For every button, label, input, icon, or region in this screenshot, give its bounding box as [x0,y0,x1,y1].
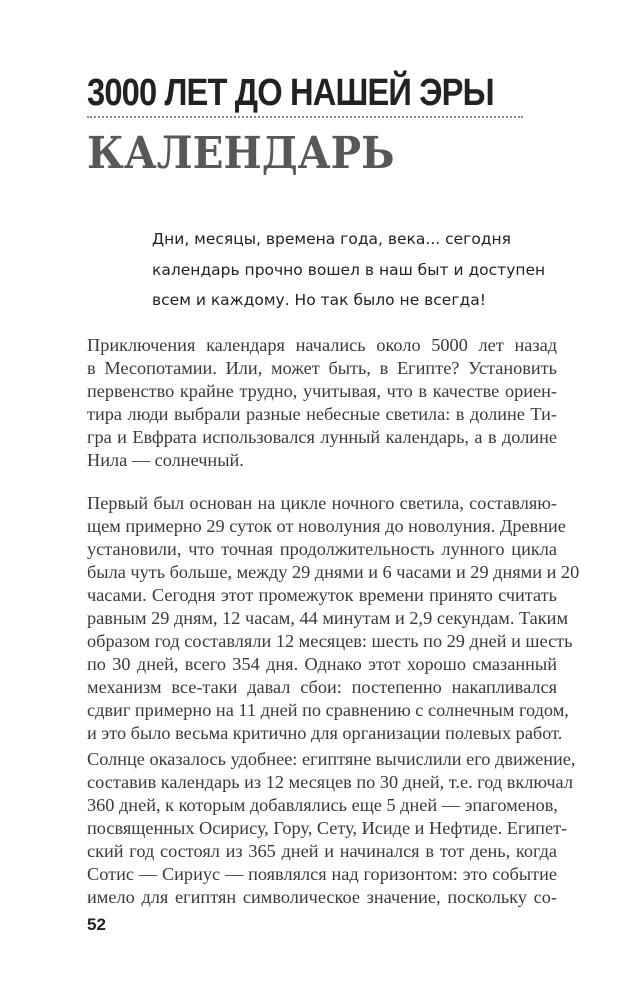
body-text-line: щем примерно 29 суток от новолуния до новолуния. Древние [87,516,566,536]
body-text-line: равным 29 дням, 12 часам, 44 минутам и 2,9 секундам. Таким [87,608,569,628]
body-text-line: имело для египтян символическое значение, поскольку со- [87,887,557,907]
page-number: 52 [87,915,106,934]
body-text-line: составив календарь из 12 месяцев по 30 дней, т.е. год включал [87,772,573,792]
body-text-line: по 30 дней, всего 354 дня. Однако этот хорошо смазанный [87,654,557,674]
body-text-line: сдвиг примерно на 11 дней по сравнению с солнечным годом, [87,700,569,720]
intro-line: календарь прочно вошел в наш быт и доступен [152,260,546,279]
section-kicker: 3000 ЛЕТ ДО НАШЕЙ ЭРЫ [87,72,494,114]
body-text-line: первенство крайне трудно, учитывая, что в качестве ориен- [87,381,557,401]
body-text-line: Приключения календаря начались около 5000 лет назад [87,335,557,355]
paragraph-3 [87,748,576,909]
body-text-line: Нила — солнечный. [87,450,244,470]
body-text-line: посвященных Осирису, Гору, Сету, Исиде и Нефтиде. Египет- [87,818,568,838]
paragraph-1 [87,334,557,472]
body-text-line: часами. Сегодня этот промежуток времени принято считать [87,585,557,605]
body-text-line: была чуть больше, между 29 днями и 6 часами и 29 днями и 20 [87,562,580,582]
body-text-line: образом год составляли 12 месяцев: шесть по 29 дней и шесть [87,631,573,651]
body-text-line: Сотис — Сириус — появлялся над горизонтом: это событие [87,864,557,884]
intro-lead [152,224,572,316]
body-text-line: тира люди выбрали разные небесные светила: в долине Ти- [87,404,557,424]
body-text-line: ский год состоял из 365 дней и начинался в тот день, когда [87,841,557,861]
intro-line: Дни, месяцы, времена года, века... сегодня [152,230,511,248]
body-text-line: установили, что точная продолжительность лунного цикла [87,539,557,559]
intro-line: всем и каждому. Но так было не всегда! [152,291,486,309]
page-title: КАЛЕНДАРЬ [87,128,395,179]
body-text-line: и это было весьма критично для организации полевых работ. [87,723,563,743]
body-text-line: гра и Евфрата использовался лунный календарь, а в долине [87,427,557,447]
body-text-line: Солнце оказалось удобнее: египтяне вычислили его движение, [87,749,576,769]
body-text-line: в Месопотамии. Или, может быть, в Египте? Установить [87,358,557,378]
paragraph-2 [87,492,580,745]
dotted-divider [87,116,523,118]
body-text-line: механизм все-таки давал сбои: постепенно накапливался [87,677,557,697]
body-text-line: Первый был основан на цикле ночного светила, составляю- [87,493,557,513]
body-text-line: 360 дней, к которым добавлялись еще 5 дней — эпагоменов, [87,795,558,815]
